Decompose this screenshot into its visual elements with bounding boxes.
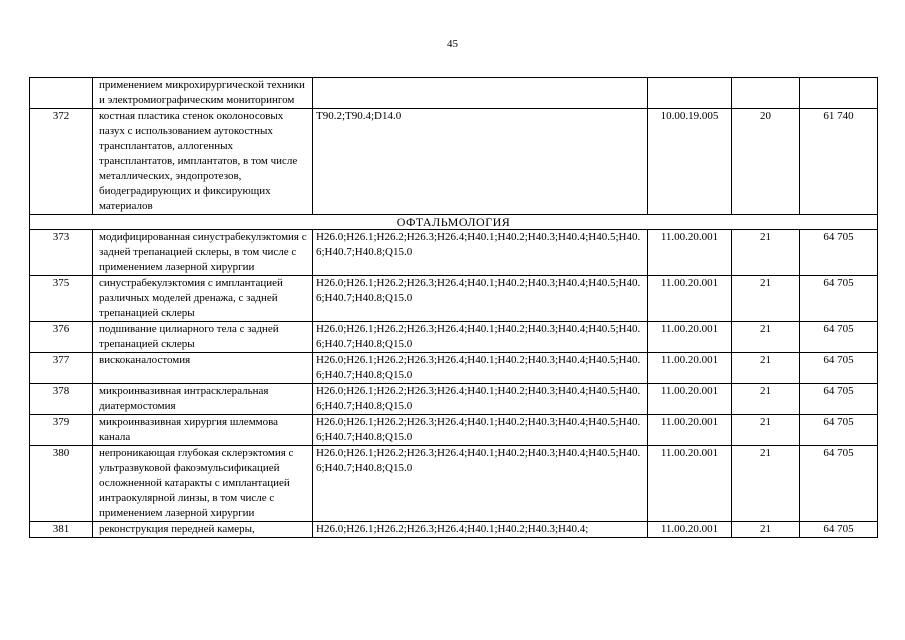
table-row bbox=[30, 446, 878, 522]
method-cell: реконструкция передней камеры, bbox=[93, 522, 313, 538]
table-row bbox=[30, 322, 878, 353]
group-cell: 21 bbox=[732, 384, 800, 415]
service-code-cell: 10.00.19.005 bbox=[648, 109, 732, 215]
row-number: 379 bbox=[30, 415, 93, 446]
group-cell: 20 bbox=[732, 109, 800, 215]
price-cell: 64 705 bbox=[800, 353, 878, 384]
row-number: 380 bbox=[30, 446, 93, 522]
section-title: ОФТАЛЬМОЛОГИЯ bbox=[30, 215, 878, 230]
service-code-cell: 11.00.20.001 bbox=[648, 230, 732, 276]
row-number: 376 bbox=[30, 322, 93, 353]
diagnosis-codes-cell: H26.0;H26.1;H26.2;H26.3;H26.4;H40.1;H40.2;H40.3;H40.4;H40.5;H40.6;H40.7;H40.8;Q15.0 bbox=[313, 322, 648, 353]
price-cell: 64 705 bbox=[800, 276, 878, 322]
service-code-cell: 11.00.20.001 bbox=[648, 276, 732, 322]
row-number: 378 bbox=[30, 384, 93, 415]
service-code-cell: 11.00.20.001 bbox=[648, 446, 732, 522]
row-number: 372 bbox=[30, 109, 93, 215]
row-number bbox=[30, 78, 93, 109]
table-row bbox=[30, 384, 878, 415]
table-row bbox=[30, 415, 878, 446]
table-row bbox=[30, 78, 878, 109]
diagnosis-codes-cell: H26.0;H26.1;H26.2;H26.3;H26.4;H40.1;H40.2;H40.3;H40.4;H40.5;H40.6;H40.7;H40.8;Q15.0 bbox=[313, 446, 648, 522]
group-cell: 21 bbox=[732, 276, 800, 322]
method-cell: подшивание цилиарного тела с задней трепанацией склеры bbox=[93, 322, 313, 353]
price-cell: 64 705 bbox=[800, 230, 878, 276]
method-cell: микроинвазивная хирургия шлеммова канала bbox=[93, 415, 313, 446]
group-cell: 21 bbox=[732, 322, 800, 353]
table-row bbox=[30, 522, 878, 538]
group-cell: 21 bbox=[732, 446, 800, 522]
diagnosis-codes-cell: T90.2;T90.4;D14.0 bbox=[313, 109, 648, 215]
group-cell: 21 bbox=[732, 230, 800, 276]
procedures-table bbox=[29, 77, 878, 538]
price-cell: 64 705 bbox=[800, 522, 878, 538]
row-number: 381 bbox=[30, 522, 93, 538]
diagnosis-codes-cell: H26.0;H26.1;H26.2;H26.3;H26.4;H40.1;H40.2;H40.3;H40.4;H40.5;H40.6;H40.7;H40.8;Q15.0 bbox=[313, 230, 648, 276]
row-number: 377 bbox=[30, 353, 93, 384]
group-cell bbox=[732, 78, 800, 109]
diagnosis-codes-cell: H26.0;H26.1;H26.2;H26.3;H26.4;H40.1;H40.2;H40.3;H40.4; bbox=[313, 522, 648, 538]
table-row bbox=[30, 230, 878, 276]
price-cell: 64 705 bbox=[800, 446, 878, 522]
service-code-cell: 11.00.20.001 bbox=[648, 522, 732, 538]
service-code-cell bbox=[648, 78, 732, 109]
price-cell: 64 705 bbox=[800, 415, 878, 446]
table-row bbox=[30, 109, 878, 215]
group-cell: 21 bbox=[732, 353, 800, 384]
method-cell: костная пластика стенок околоносовых пазух с использованием аутокостных трансплантатов, аллогенных трансплантатов, имплантатов, в том числе металлических, эндопротезов, биодеградирующих и фиксирующих материалов bbox=[93, 109, 313, 215]
method-cell: модифицированная синустрабекулэктомия с задней трепанацией склеры, в том числе с применением лазерной хирургии bbox=[93, 230, 313, 276]
service-code-cell: 11.00.20.001 bbox=[648, 322, 732, 353]
service-code-cell: 11.00.20.001 bbox=[648, 415, 732, 446]
row-number: 373 bbox=[30, 230, 93, 276]
method-cell: микроинвазивная интрасклеральная диатермостомия bbox=[93, 384, 313, 415]
page-number: 45 bbox=[447, 38, 458, 50]
price-cell bbox=[800, 78, 878, 109]
price-cell: 64 705 bbox=[800, 384, 878, 415]
service-code-cell: 11.00.20.001 bbox=[648, 353, 732, 384]
section-header-row bbox=[30, 215, 878, 230]
price-cell: 64 705 bbox=[800, 322, 878, 353]
diagnosis-codes-cell bbox=[313, 78, 648, 109]
table-row bbox=[30, 276, 878, 322]
row-number: 375 bbox=[30, 276, 93, 322]
price-cell: 61 740 bbox=[800, 109, 878, 215]
diagnosis-codes-cell: H26.0;H26.1;H26.2;H26.3;H26.4;H40.1;H40.2;H40.3;H40.4;H40.5;H40.6;H40.7;H40.8;Q15.0 bbox=[313, 415, 648, 446]
diagnosis-codes-cell: H26.0;H26.1;H26.2;H26.3;H26.4;H40.1;H40.2;H40.3;H40.4;H40.5;H40.6;H40.7;H40.8;Q15.0 bbox=[313, 276, 648, 322]
group-cell: 21 bbox=[732, 415, 800, 446]
diagnosis-codes-cell: H26.0;H26.1;H26.2;H26.3;H26.4;H40.1;H40.2;H40.3;H40.4;H40.5;H40.6;H40.7;H40.8;Q15.0 bbox=[313, 353, 648, 384]
diagnosis-codes-cell: H26.0;H26.1;H26.2;H26.3;H26.4;H40.1;H40.2;H40.3;H40.4;H40.5;H40.6;H40.7;H40.8;Q15.0 bbox=[313, 384, 648, 415]
method-cell: синустрабекулэктомия с имплантацией различных моделей дренажа, с задней трепанацией склеры bbox=[93, 276, 313, 322]
service-code-cell: 11.00.20.001 bbox=[648, 384, 732, 415]
group-cell: 21 bbox=[732, 522, 800, 538]
method-cell: применением микрохирургической техники и электромиографическим мониторингом bbox=[93, 78, 313, 109]
method-cell: непроникающая глубокая склерэктомия с ультразвуковой факоэмульсификацией осложненной катаракты с имплантацией интраокулярной линзы, в том числе с применением лазерной хирургии bbox=[93, 446, 313, 522]
method-cell: вискоканалостомия bbox=[93, 353, 313, 384]
table-row bbox=[30, 353, 878, 384]
